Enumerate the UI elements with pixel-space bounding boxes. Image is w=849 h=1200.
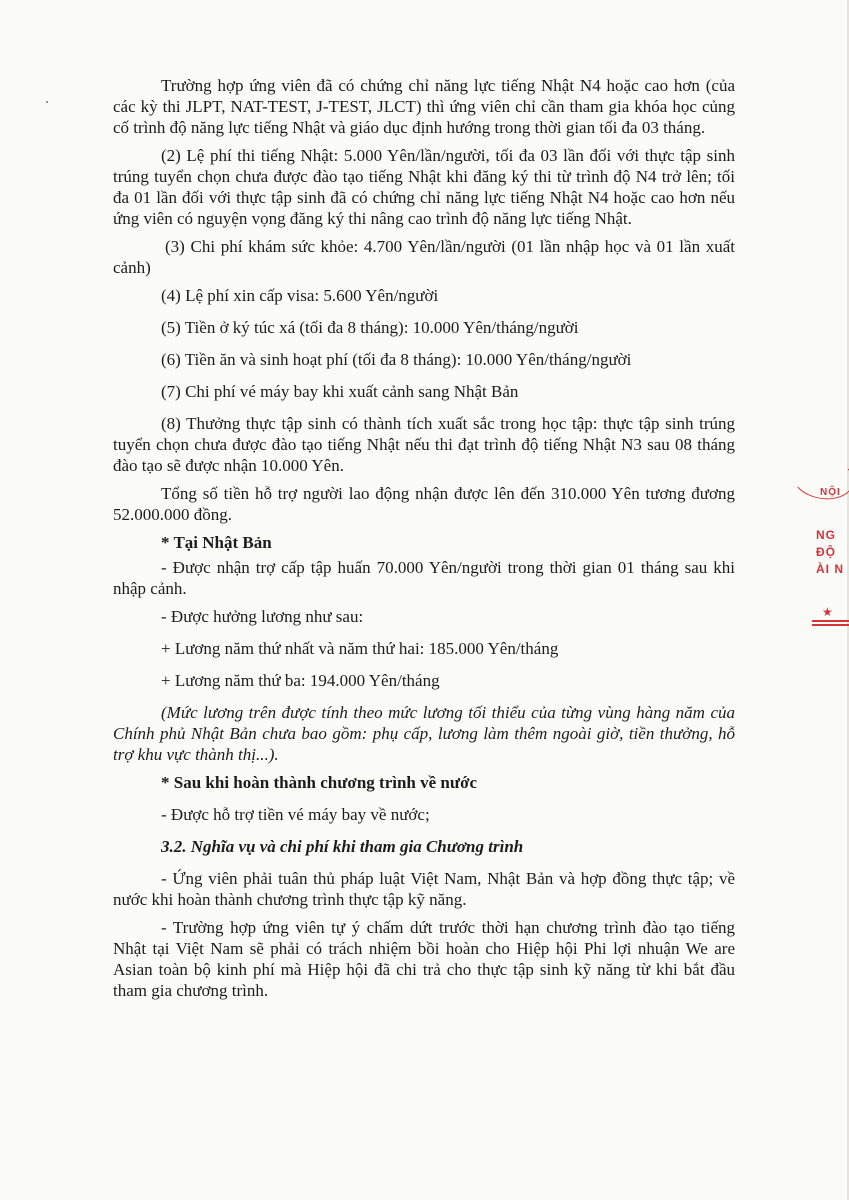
paragraph-salary-note: (Mức lương trên được tính theo mức lương tối thiểu của từng vùng hàng năm của Chính phủ Nhật Bản chưa bao gồm: phụ cấp, lương làm thêm ngoài giờ, tiền thưởng, hỗ trợ khu vực thành thị...). bbox=[113, 703, 735, 764]
paragraph-early-termination: - Trường hợp ứng viên tự ý chấm dứt trước thời hạn chương trình đào tạo tiếng Nhật tại Việt Nam sẽ phải có trách nhiệm bồi hoàn cho Hiệp hội Phi lợi nhuận We are Asian toàn bộ kinh phí mà Hiệp hội đã chi trả cho thực tập sinh kỹ năng từ khi bắt đầu tham gia chương trình. bbox=[113, 918, 735, 1000]
paragraph-obligations: - Ứng viên phải tuân thủ pháp luật Việt Nam, Nhật Bản và hợp đồng thực tập; về nước khi hoàn thành chương trình thực tập kỹ năng. bbox=[113, 869, 735, 909]
paragraph-total-support: Tổng số tiền hỗ trợ người lao động nhận được lên đến 310.000 Yên tương đương 52.000.000 đồng. bbox=[113, 484, 735, 524]
heading-in-japan: * Tại Nhật Bản bbox=[161, 533, 272, 552]
stamp-line bbox=[812, 620, 849, 622]
paragraph-return-ticket: - Được hỗ trợ tiền vé máy bay về nước; bbox=[161, 805, 430, 824]
paragraph-living-cost: (6) Tiền ăn và sinh hoạt phí (tối đa 8 tháng): 10.000 Yên/tháng/người bbox=[161, 350, 632, 369]
stamp-star-icon: ★ bbox=[822, 605, 833, 619]
stamp-line bbox=[812, 624, 849, 626]
paragraph-salary-intro: - Được hưởng lương như sau: bbox=[161, 607, 364, 626]
paragraph-n4-certificate: Trường hợp ứng viên đã có chứng chỉ năng lực tiếng Nhật N4 hoặc cao hơn (của các kỳ thi JLPT, NAT-TEST, J-TEST, JLCT) thì ứng viên chỉ cần tham gia khóa học củng cố trình độ năng lực tiếng Nhật và giáo dục định hướng trong thời gian tối đa 03 tháng. bbox=[113, 76, 735, 137]
paragraph-dormitory: (5) Tiền ở ký túc xá (tối đa 8 tháng): 10.000 Yên/tháng/người bbox=[161, 318, 579, 337]
red-seal-stamp bbox=[812, 465, 849, 645]
scan-speck bbox=[46, 101, 48, 103]
stamp-text-line: NG bbox=[816, 528, 836, 542]
paragraph-visa-fee: (4) Lệ phí xin cấp visa: 5.600 Yên/người bbox=[161, 286, 439, 305]
paragraph-salary-year-1-2: + Lương năm thứ nhất và năm thứ hai: 185.000 Yên/tháng bbox=[161, 639, 559, 658]
paragraph-training-allowance: - Được nhận trợ cấp tập huấn 70.000 Yên/người trong thời gian 01 tháng sau khi nhập cảnh. bbox=[113, 558, 735, 598]
paragraph-reward: (8) Thưởng thực tập sinh có thành tích xuất sắc trong học tập: thực tập sinh trúng tuyển chọn chưa được đào tạo tiếng Nhật nếu thi đạt trình độ tiếng Nhật N3 sau 08 tháng đào tạo sẽ được nhận 10.000 Yên. bbox=[113, 414, 735, 475]
stamp-text-top: NỘI bbox=[820, 487, 841, 498]
document-body bbox=[113, 75, 735, 1008]
paragraph-exam-fee: (2) Lệ phí thi tiếng Nhật: 5.000 Yên/lần/người, tối đa 03 lần đối với thực tập sinh trúng tuyển chọn chưa được đào tạo tiếng Nhật khi đăng ký thi từ trình độ N4 trở lên; tối đa 01 lần đối với thực tập sinh đã có chứng chỉ năng lực tiếng Nhật N4 hoặc cao hơn nếu ứng viên có nguyện vọng đăng ký thi nâng cao trình độ năng lực tiếng Nhật. bbox=[113, 146, 735, 228]
heading-section-3-2: 3.2. Nghĩa vụ và chi phí khi tham gia Chương trình bbox=[161, 837, 524, 856]
paragraph-health-check: (3) Chi phí khám sức khỏe: 4.700 Yên/lần/người (01 lần nhập học và 01 lần xuất cảnh) bbox=[113, 237, 735, 277]
stamp-text-line: ÀI N bbox=[816, 562, 844, 576]
paragraph-flight-cost: (7) Chi phí vé máy bay khi xuất cảnh sang Nhật Bản bbox=[161, 382, 519, 401]
stamp-text-line: ĐỘ bbox=[816, 545, 836, 559]
stamp-text-middle bbox=[816, 527, 844, 578]
heading-after-return: * Sau khi hoàn thành chương trình về nước bbox=[161, 773, 478, 792]
paragraph-salary-year-3: + Lương năm thứ ba: 194.000 Yên/tháng bbox=[161, 671, 440, 690]
